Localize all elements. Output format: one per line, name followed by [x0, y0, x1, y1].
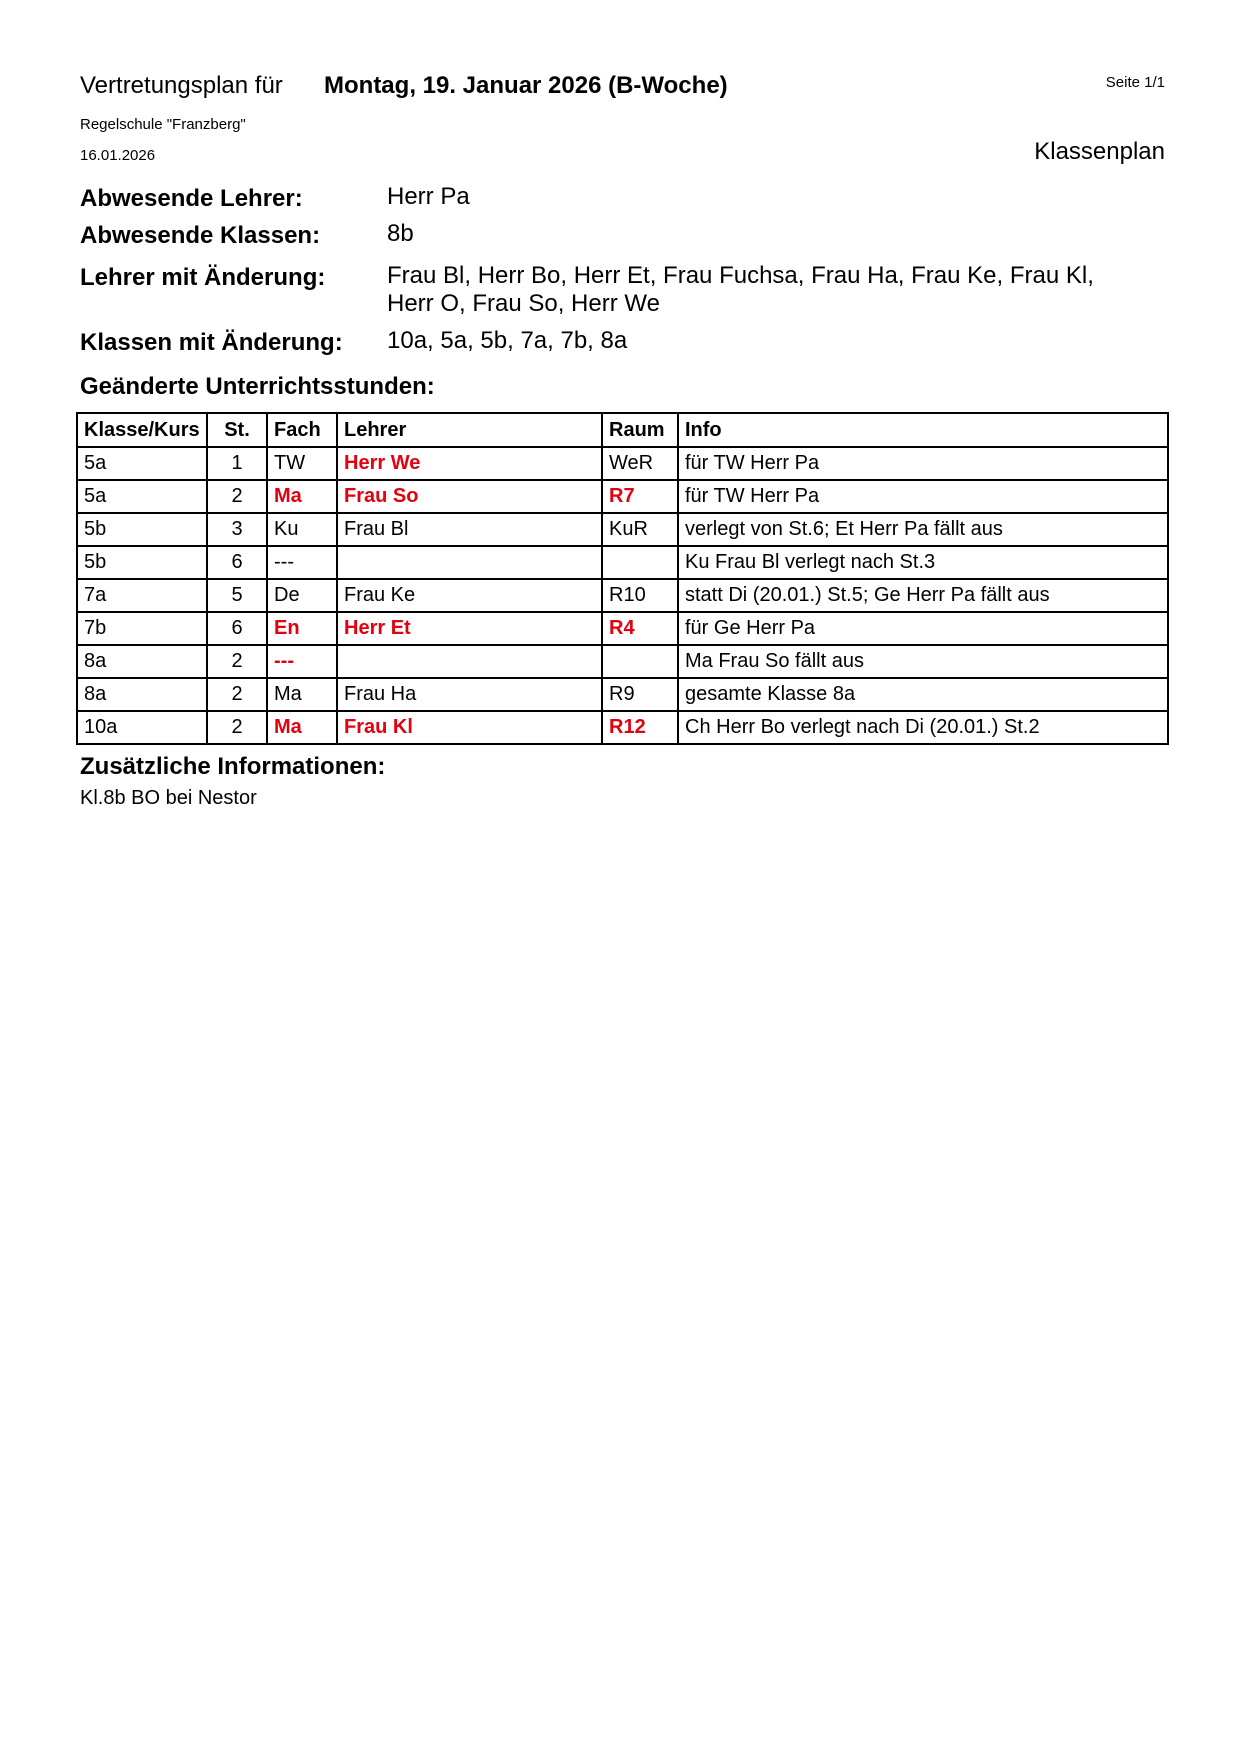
changed-teachers-label: Lehrer mit Änderung: — [80, 264, 326, 291]
col-header-raum: Raum — [602, 413, 678, 447]
cell-lehrer: Frau Ha — [337, 678, 602, 711]
cell-st: 2 — [207, 645, 267, 678]
changed-teachers-line-1: Frau Bl, Herr Bo, Herr Et, Frau Fuchsa, Frau Ha, Frau Ke, Frau Kl, — [387, 262, 1094, 289]
cell-raum: R9 — [602, 678, 678, 711]
lessons-section-title: Geänderte Unterrichtsstunden: — [80, 373, 435, 400]
table-row — [77, 513, 1168, 546]
table-row — [77, 678, 1168, 711]
absent-classes-label: Abwesende Klassen: — [80, 222, 321, 249]
lessons-table — [76, 412, 1169, 745]
table-row — [77, 612, 1168, 645]
cell-lehrer — [337, 546, 602, 579]
cell-raum: R7 — [602, 480, 678, 513]
title-date: Montag, 19. Januar 2026 (B-Woche) — [324, 72, 728, 99]
cell-raum: KuR — [602, 513, 678, 546]
cell-lehrer: Frau Ke — [337, 579, 602, 612]
absent-classes-value: 8b — [387, 220, 414, 247]
cell-raum — [602, 645, 678, 678]
cell-klasse: 7a — [77, 579, 207, 612]
cell-klasse: 10a — [77, 711, 207, 744]
page-number: Seite 1/1 — [1105, 74, 1165, 91]
table-row — [77, 711, 1168, 744]
absent-teachers-value: Herr Pa — [387, 183, 470, 210]
table-row — [77, 579, 1168, 612]
cell-fach: Ma — [267, 480, 337, 513]
additional-info-title: Zusätzliche Informationen: — [80, 753, 386, 780]
cell-st: 2 — [207, 480, 267, 513]
table-row — [77, 645, 1168, 678]
cell-lehrer: Frau So — [337, 480, 602, 513]
cell-lehrer: Herr We — [337, 447, 602, 480]
table-row — [77, 447, 1168, 480]
cell-raum: WeR — [602, 447, 678, 480]
cell-klasse: 7b — [77, 612, 207, 645]
cell-st: 2 — [207, 711, 267, 744]
cell-st: 6 — [207, 546, 267, 579]
cell-raum: R10 — [602, 579, 678, 612]
cell-info: Ch Herr Bo verlegt nach Di (20.01.) St.2 — [678, 711, 1168, 744]
cell-raum: R4 — [602, 612, 678, 645]
cell-info: gesamte Klasse 8a — [678, 678, 1168, 711]
cell-info: für TW Herr Pa — [678, 480, 1168, 513]
changed-classes-label: Klassen mit Änderung: — [80, 329, 343, 356]
school-name: Regelschule "Franzberg" — [80, 116, 246, 133]
additional-info-text: Kl.8b BO bei Nestor — [80, 787, 257, 809]
cell-info: Ma Frau So fällt aus — [678, 645, 1168, 678]
cell-klasse: 8a — [77, 645, 207, 678]
cell-st: 3 — [207, 513, 267, 546]
plan-type: Klassenplan — [1034, 138, 1165, 165]
cell-fach: De — [267, 579, 337, 612]
cell-fach: TW — [267, 447, 337, 480]
cell-klasse: 5a — [77, 447, 207, 480]
col-header-info: Info — [678, 413, 1168, 447]
absent-teachers-label: Abwesende Lehrer: — [80, 185, 303, 212]
cell-raum: R12 — [602, 711, 678, 744]
cell-fach: Ma — [267, 678, 337, 711]
changed-teachers-line-2: Herr O, Frau So, Herr We — [387, 290, 660, 317]
cell-info: für Ge Herr Pa — [678, 612, 1168, 645]
cell-lehrer — [337, 645, 602, 678]
cell-info: für TW Herr Pa — [678, 447, 1168, 480]
cell-st: 2 — [207, 678, 267, 711]
cell-st: 1 — [207, 447, 267, 480]
title-prefix: Vertretungsplan für — [80, 72, 283, 99]
cell-fach: --- — [267, 546, 337, 579]
cell-klasse: 8a — [77, 678, 207, 711]
created-date: 16.01.2026 — [80, 147, 156, 164]
cell-lehrer: Frau Kl — [337, 711, 602, 744]
table-row — [77, 480, 1168, 513]
cell-klasse: 5b — [77, 513, 207, 546]
table-row — [77, 546, 1168, 579]
cell-klasse: 5b — [77, 546, 207, 579]
col-header-st: St. — [207, 413, 267, 447]
cell-info: verlegt von St.6; Et Herr Pa fällt aus — [678, 513, 1168, 546]
cell-st: 6 — [207, 612, 267, 645]
cell-raum — [602, 546, 678, 579]
cell-lehrer: Frau Bl — [337, 513, 602, 546]
table-header-row — [77, 413, 1168, 447]
changed-classes-value: 10a, 5a, 5b, 7a, 7b, 8a — [387, 327, 628, 354]
cell-klasse: 5a — [77, 480, 207, 513]
col-header-lehrer: Lehrer — [337, 413, 602, 447]
cell-fach: Ku — [267, 513, 337, 546]
cell-fach: Ma — [267, 711, 337, 744]
cell-lehrer: Herr Et — [337, 612, 602, 645]
cell-st: 5 — [207, 579, 267, 612]
cell-fach: En — [267, 612, 337, 645]
cell-info: statt Di (20.01.) St.5; Ge Herr Pa fällt aus — [678, 579, 1168, 612]
cell-info: Ku Frau Bl verlegt nach St.3 — [678, 546, 1168, 579]
col-header-klasse: Klasse/Kurs — [77, 413, 207, 447]
cell-fach: --- — [267, 645, 337, 678]
col-header-fach: Fach — [267, 413, 337, 447]
